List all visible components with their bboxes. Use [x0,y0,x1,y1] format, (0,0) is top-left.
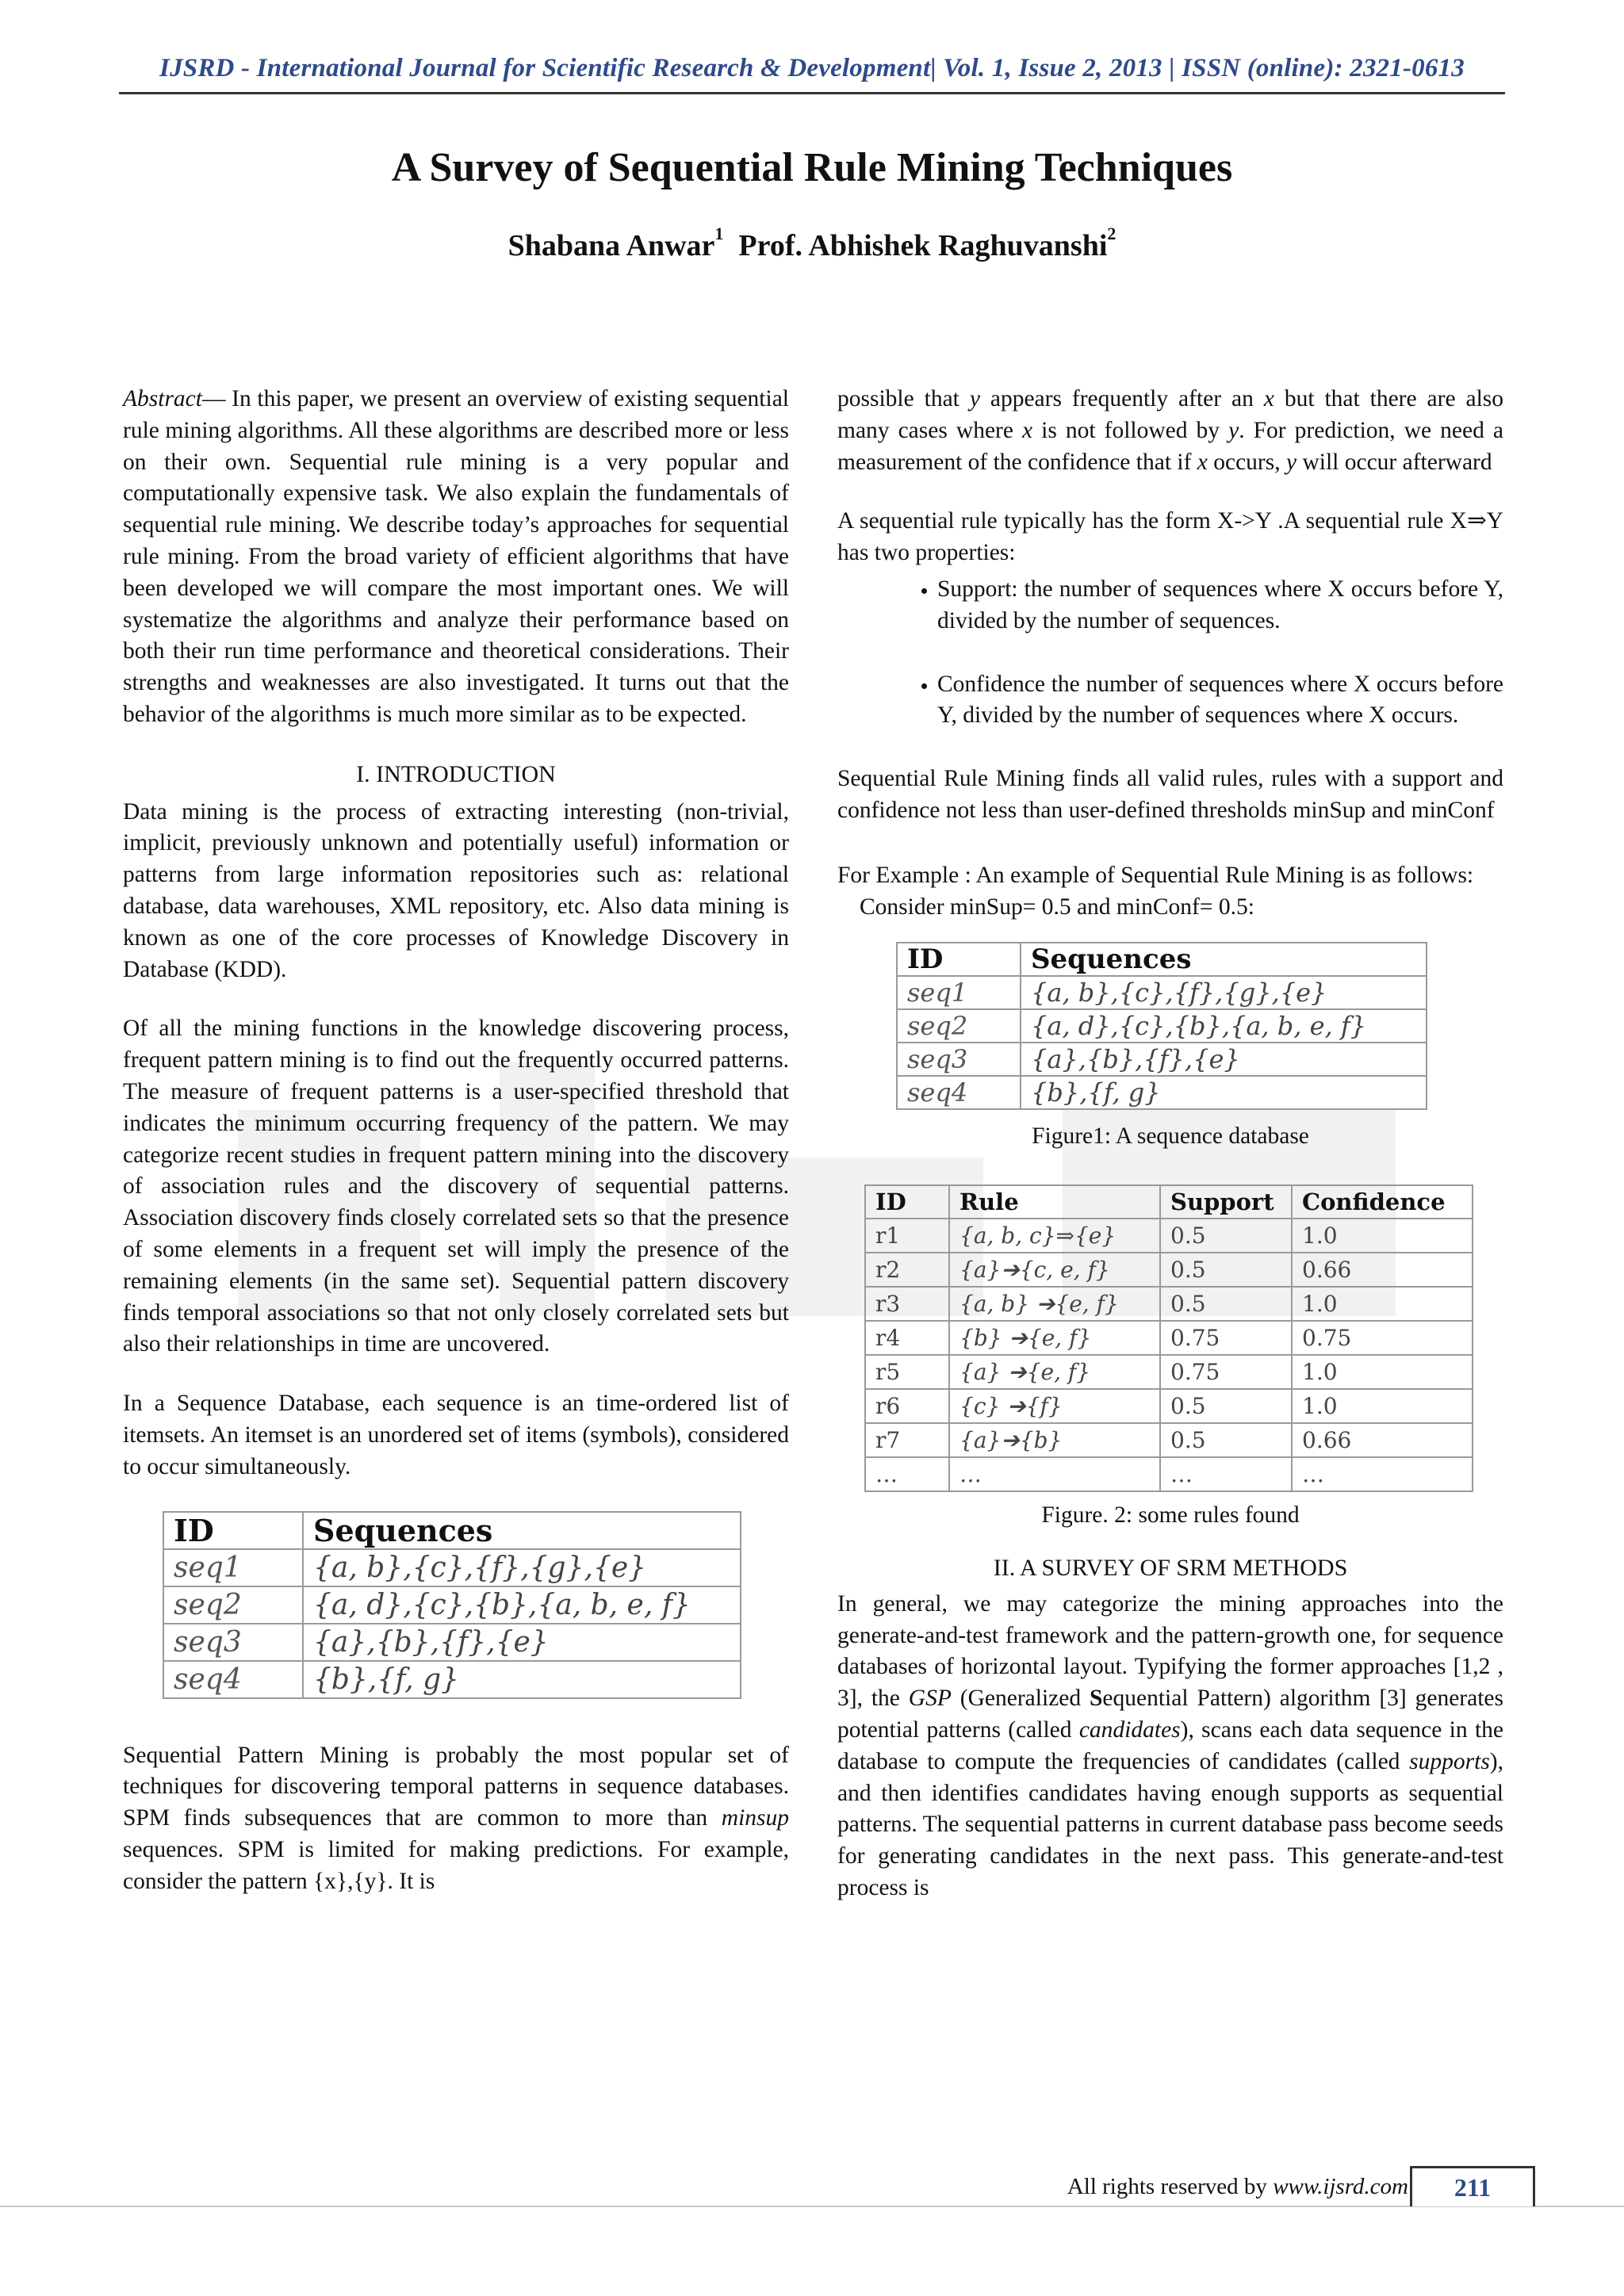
table-row [897,976,1427,1009]
column-header: Confidence [1292,1185,1473,1219]
table-row [865,1389,1473,1423]
abstract-label: Abstract [123,386,202,411]
left-column [123,384,789,1925]
figure2-rules-table [864,1184,1473,1492]
table-cell: 0.5 [1160,1219,1292,1253]
text-run: equential Pattern) algorithm [3] generates potential patterns (called [837,1686,1503,1743]
journal-line: IJSRD - International Journal for Scientific Research & Development| Vol. 1, Issue 2, 2013 | ISSN (online): 2321-0613 [159,54,1465,82]
table-cell: 0.75 [1160,1321,1292,1355]
section-heading: II. A SURVEY OF SRM METHODS [993,1554,1348,1581]
table-row [163,1586,741,1624]
emphasis: y [1228,417,1239,443]
table-cell: 0.5 [1160,1287,1292,1321]
authors [0,224,1624,263]
text-run: Sequential Pattern Mining is probably the most popular set of techniques for discovering temporal patterns in sequence databases. SPM finds subsequences that are common to more than [123,1742,789,1831]
footer-site-link[interactable]: www.ijsrd.com [1273,2174,1408,2199]
abstract [123,384,789,731]
section-heading: I. INTRODUCTION [356,760,556,787]
right-column [837,384,1503,1932]
table-cell: seq4 [897,1076,1021,1109]
column-header: Rule [949,1185,1160,1219]
properties-list [837,574,1503,732]
emphasis: candidates [1078,1716,1181,1743]
bold-letter: S [1090,1686,1103,1712]
table-cell: seq3 [897,1043,1021,1076]
text-run: appears frequently after an [979,386,1264,411]
column-header: ID [897,943,1021,976]
table-cell: r1 [865,1219,949,1253]
list-item: • Support: the number of sequences where X occurs before Y, divided by the number of sequences. [937,574,1503,637]
text-run: but that there are also many cases where [837,386,1504,443]
table-cell: seq1 [163,1549,303,1586]
table-row [163,1549,741,1586]
table-cell: 0.75 [1160,1355,1292,1389]
table-cell: 0.66 [1292,1423,1473,1457]
table-cell: {a} ➔{e, f} [949,1355,1160,1389]
table-cell: {b} ➔{e, f} [949,1321,1160,1355]
column-header: ID [163,1512,303,1549]
author-affiliation-mark: 1 [714,224,724,243]
figure1-caption: Figure1: A sequence database [1032,1123,1309,1150]
figure2-caption: Figure. 2: some rules found [1041,1502,1300,1529]
table-row [865,1219,1473,1253]
paper-title: A Survey of Sequential Rule Mining Techniques [391,145,1233,190]
journal-header [119,54,1505,94]
text-run: In general, we may categorize the mining approaches into the generate-and-test framework and the pattern-growth one, for sequence databases of horizontal layout. Typifying the former approaches [1,2 , 3], the [837,1590,1503,1712]
table-header-row [163,1512,741,1549]
table-cell: seq1 [897,976,1021,1009]
table-row [865,1355,1473,1389]
emphasis: minsup [721,1805,789,1831]
example-thresholds: Consider minSup= 0.5 and minConf= 0.5: [860,894,1254,920]
list-item: • Confidence the number of sequences where X occurs before Y, divided by the number of sequences where X occurs. [937,669,1503,733]
table-cell: {c} ➔{f} [949,1389,1160,1423]
column-header: Sequences [1021,943,1427,976]
table-cell: {a, b} ➔{e, f} [949,1287,1160,1321]
table-cell: 1.0 [1292,1355,1473,1389]
text-run: occurs, [1207,449,1286,475]
column-header: Support [1160,1185,1292,1219]
table-row [897,1009,1427,1043]
table-cell: {a}➔{c, e, f} [949,1253,1160,1287]
sequence-table-image [163,1511,741,1699]
table-cell: 0.5 [1160,1253,1292,1287]
paragraph [837,1589,1503,1904]
table-cell: {a, d},{c},{b},{a, b, e, f} [1021,1009,1427,1043]
paragraph: Sequential Rule Mining finds all valid rules, rules with a support and confidence not less than user-defined thresholds minSup and minConf [837,766,1503,823]
footer-rights [1036,2174,1408,2200]
table-cell: 0.75 [1292,1321,1473,1355]
abstract-text: — In this paper, we present an overview of existing sequential rule mining algorithms. All these algorithms are described more or less on their own. Sequential rule mining is a very popular and computationally expensive task. We also explain the fundamentals of sequential rule mining. We describe today’s approaches for sequential rule mining. From the broad variety of efficient algorithms that have been developed we will compare the most important ones. We will systematize the algorithms and analyze their performance based on both their run time performance and theoretical considerations. Their strengths and weaknesses are also investigated. It turns out that the behavior of the algorithms is much more similar as to be expected. [123,386,789,727]
paragraph [837,384,1503,478]
table-cell: 0.5 [1160,1423,1292,1457]
paragraph [123,1740,789,1898]
table-header-row [897,943,1427,976]
table-row [897,1076,1427,1109]
text-run: sequences. SPM is limited for making predictions. For example, consider the pattern {x},{y}. It is [123,1836,789,1894]
text-run: will occur afterward [1297,449,1492,475]
table-cell: r6 [865,1389,949,1423]
table-cell: seq4 [163,1661,303,1698]
emphasis: supports [1409,1748,1490,1774]
table-cell: {a, b, c}⇒{e} [949,1219,1160,1253]
table-cell: 1.0 [1292,1219,1473,1253]
table-cell: {a},{b},{f},{e} [303,1624,741,1661]
text-run: is not followed by [1032,417,1229,443]
table-cell: … [865,1457,949,1491]
text-run: (Generalized [951,1686,1090,1712]
paragraph: Of all the mining functions in the knowledge discovering process, frequent pattern mining is to find out the frequently occurred patterns. The measure of frequent patterns is a user-specified threshold that indicates the minimum occurring frequency of the pattern. We may categorize recent studies in frequent pattern mining into the discovery of association rules and the discovery of sequential patterns. Association discovery finds closely correlated sets so that the presence of some elements in a frequent set will imply the presence of the remaining elements (in the same set). Sequential pattern discovery finds temporal associations so that not only closely correlated sets but also their relationships in time are uncovered. [123,1016,789,1357]
paragraph: Data mining is the process of extracting interesting (non-trivial, implicit, previously unknown and potentially useful) information or patterns from large information repositories such as: relational database, data warehouses, XML repository, etc. Also data mining is known as one of the core processes of Knowledge Discovery in Database (KDD). [123,798,789,982]
table-header-row [865,1185,1473,1219]
paragraph: In a Sequence Database, each sequence is an time-ordered list of itemsets. An itemset is an unordered set of items (symbols), considered to occur simultaneously. [123,1391,789,1479]
paragraph: A sequential rule typically has the form X->Y .A sequential rule X⇒Y has two properties: [837,508,1503,566]
author-name: Prof. Abhishek Raghuvanshi [738,229,1108,262]
emphasis: y [1286,449,1297,475]
table-cell: … [1292,1457,1473,1491]
paragraph: For Example : An example of Sequential Rule Mining is as follows: [837,862,1474,888]
table-row [865,1287,1473,1321]
table-cell: {a, d},{c},{b},{a, b, e, f} [303,1586,741,1624]
table-row [897,1043,1427,1076]
footer-rights-prefix: All rights reserved by [1067,2174,1274,2199]
table-cell: … [949,1457,1160,1491]
author-name: Shabana Anwar [508,229,715,262]
table-cell: r3 [865,1287,949,1321]
table-cell: seq2 [163,1586,303,1624]
table-cell: {b},{f, g} [303,1661,741,1698]
table-cell: {a},{b},{f},{e} [1021,1043,1427,1076]
text-run: ), scans each data sequence in the database to compute the frequencies of candidates (called [837,1716,1503,1774]
table-cell: r5 [865,1355,949,1389]
footer-rule [0,2206,1624,2207]
table-cell: {b},{f, g} [1021,1076,1427,1109]
table-row [163,1624,741,1661]
emphasis: y [969,386,980,411]
table-row [865,1321,1473,1355]
table-row [163,1661,741,1698]
column-header: Sequences [303,1512,741,1549]
table-cell: {a, b},{c},{f},{g},{e} [303,1549,741,1586]
table-cell: r2 [865,1253,949,1287]
text-run: ), and then identifies candidates having enough supports as sequential patterns. The sequential patterns in current database pass become seeds for generating candidates in the next pass. This generate-and-test process is [837,1748,1503,1900]
emphasis: x [1022,417,1033,443]
table-cell: r4 [865,1321,949,1355]
emphasis: x [1263,386,1274,411]
column-header: ID [865,1185,949,1219]
table-cell: 1.0 [1292,1389,1473,1423]
page-number: 211 [1410,2166,1535,2206]
table-row [865,1423,1473,1457]
rules-table-body [865,1219,1473,1491]
table-cell: 0.5 [1160,1389,1292,1423]
author-affiliation-mark: 2 [1107,224,1116,243]
table-cell: … [1160,1457,1292,1491]
table-cell: seq3 [163,1624,303,1661]
text-run: possible that [837,386,970,411]
table-cell: {a, b},{c},{f},{g},{e} [1021,976,1427,1009]
text-run: . For prediction, we need a measurement of the confidence that if [837,417,1503,475]
figure1-sequence-table [896,942,1427,1110]
emphasis: GSP [908,1686,952,1712]
table-cell: 1.0 [1292,1287,1473,1321]
table-row [865,1457,1473,1491]
table-row [865,1253,1473,1287]
table-cell: 0.66 [1292,1253,1473,1287]
table-cell: {a}➔{b} [949,1423,1160,1457]
table-cell: seq2 [897,1009,1021,1043]
table-cell: r7 [865,1423,949,1457]
emphasis: x [1197,449,1208,475]
